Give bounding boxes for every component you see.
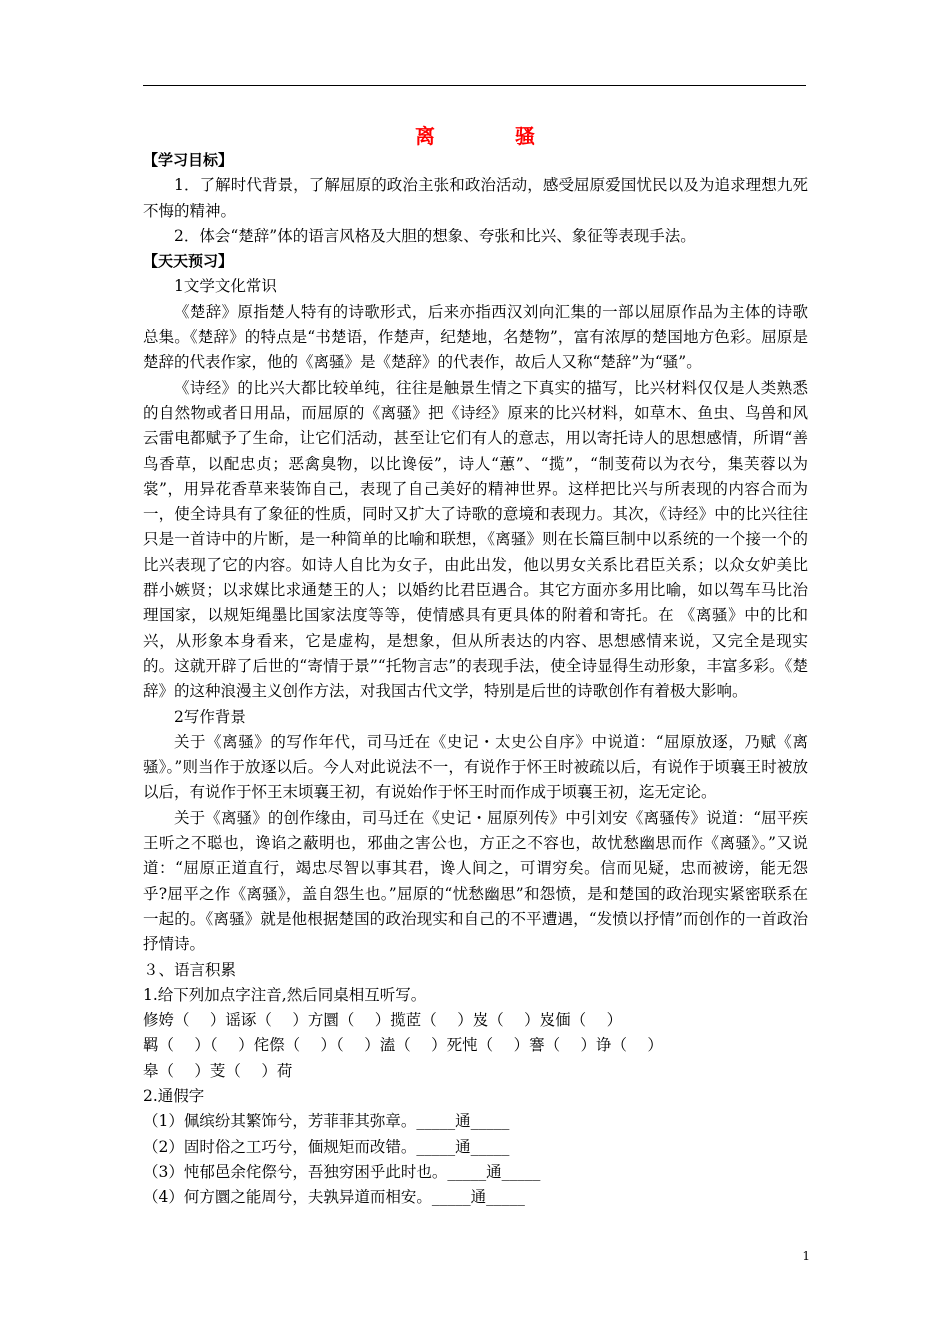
preview-heading: 【天天预习】 (143, 252, 234, 271)
pinyin-line-3: 皋（ ）芰（ ）荷 (143, 1061, 293, 1080)
tongjia-item: （4）何方圜之能周兮，夫孰异道而相安。_____通_____ (143, 1188, 525, 1207)
background-paragraph-2: 关于《离骚》的创作缘由，司马迁在《史记・屈原列传》中引刘安《离骚传》说道：“屈平疾王听之不聪也，谗谄之蔽明也，邪曲之害公也，方正之不容也，故忧愁幽思而作《离骚》。”又说道：“屈原正道直行，竭忠尽智以事其君，谗人间之，可谓穷矣。信而见疑，忠而被谤，能无怨乎?屈平之作《离骚》，盖自怨生也。”屈原的“忧愁幽思”和怨愤，是和楚国的政治现实紧密联系在一起的。《离骚》就是他根据楚国的政治现实和自己的不平遭遇，“发愤以抒情”而创作的一首政治抒情诗。 (143, 808, 808, 954)
page-number: 1 (802, 1249, 810, 1263)
title-char-left: 离 (415, 124, 435, 148)
question-1-heading: 1.给下列加点字注音,然后同桌相互听写。 (143, 985, 427, 1004)
header-rule (143, 85, 806, 86)
main-content (143, 148, 808, 1210)
language-heading: ３、语言积累 (143, 960, 237, 979)
tongjia-item: （2）固时俗之工巧兮，偭规矩而改错。_____通_____ (143, 1137, 510, 1156)
tongjia-item: （1）佩缤纷其繁饰兮，芳菲菲其弥章。_____通_____ (143, 1112, 510, 1131)
tongjia-item: （3）忳郁邑余侘傺兮，吾独穷困乎此时也。_____通_____ (143, 1162, 541, 1181)
literature-heading: 1文学文化常识 (174, 277, 277, 296)
pinyin-line-1: 修姱（ ）谣诼（ ）方圜（ ）揽茝（ ）岌（ ）岌偭（ ） (143, 1011, 623, 1030)
literature-paragraph-1: 《楚辞》原指楚人特有的诗歌形式，后来亦指西汉刘向汇集的一部以屈原作品为主体的诗歌总集。《楚辞》的特点是“书楚语，作楚声，纪楚地，名楚物”，富有浓厚的楚国地方色彩。屈原是楚辞的代表作家，他的《离骚》是《楚辞》的代表作，故后人又称“楚辞”为“骚”。 (143, 302, 808, 372)
page-title (0, 120, 950, 149)
background-heading: 2写作背景 (174, 707, 246, 726)
objective-2: 2．体会“楚辞”体的语言风格及大胆的想象、夸张和比兴、象征等表现手法。 (174, 226, 696, 245)
objectives-heading: 【学习目标】 (143, 151, 234, 169)
literature-paragraph-2: 《诗经》的比兴大都比较单纯，往往是触景生情之下真实的描写，比兴材料仅仅是人类熟悉的自然物或者日用品，而屈原的《离骚》把《诗经》原来的比兴材料，如草木、鱼虫、鸟兽和风云雷电都赋予了生命，让它们活动，甚至让它们有人的意志，用以寄托诗人的思想感情，所谓“善鸟香草，以配忠贞；恶禽臭物，以比谗佞”，诗人“蕙”、“揽”，“制芰荷以为衣兮，集芙蓉以为裳”，用异花香草来装饰自己，表现了自己美好的精神世界。这样把比兴与所表现的内容合而为一，使全诗具有了象征的性质，同时又扩大了诗歌的意境和表现力。其次，《诗经》中的比兴往往只是一首诗中的片断，是一种简单的比喻和联想，《离骚》则在长篇巨制中以系统的一个接一个的比兴表现了它的内容。如诗人自比为女子，由此出发，他以男女关系比君臣关系；以众女妒美比群小嫉贤；以求媒比求通楚王的人；以婚约比君臣遇合。其它方面亦多用比喻，如以驾车马比治理国家，以规矩绳墨比国家法度等等，使情感具有更具体的附着和寄托。在 《离骚》中的比和兴，从形象本身看来，它是虚构，是想象，但从所表达的内容、思想感情来说，又完全是现实的。这就开辟了后世的“寄情于景”“托物言志”的表现手法，使全诗显得生动形象，丰富多彩。《楚辞》的这种浪漫主义创作方法，对我国古代文学，特别是后世的诗歌创作有着极大影响。 (143, 378, 808, 701)
background-paragraph-1: 关于《离骚》的写作年代，司马迁在《史记・太史公自序》中说道：“屈原放逐，乃赋《离骚》。”则当作于放逐以后。今人对此说法不一，有说作于怀王时被疏以后，有说作于顷襄王时被放以后，有说作于怀王末顷襄王初，有说始作于怀王时而作成于顷襄王初，迄无定论。 (143, 732, 808, 802)
title-char-right: 骚 (515, 124, 535, 148)
pinyin-line-2: 羁（ ）（ ）侘傺（ ）（ ）溘（ ）死忳（ ）謇（ ）诤（ ） (143, 1036, 663, 1055)
question-2-heading: 2.通假字 (143, 1086, 205, 1105)
objective-1: 1．了解时代背景，了解屈原的政治主张和政治活动，感受屈原爱国忧民以及为追求理想九死不悔的精神。 (143, 176, 808, 220)
